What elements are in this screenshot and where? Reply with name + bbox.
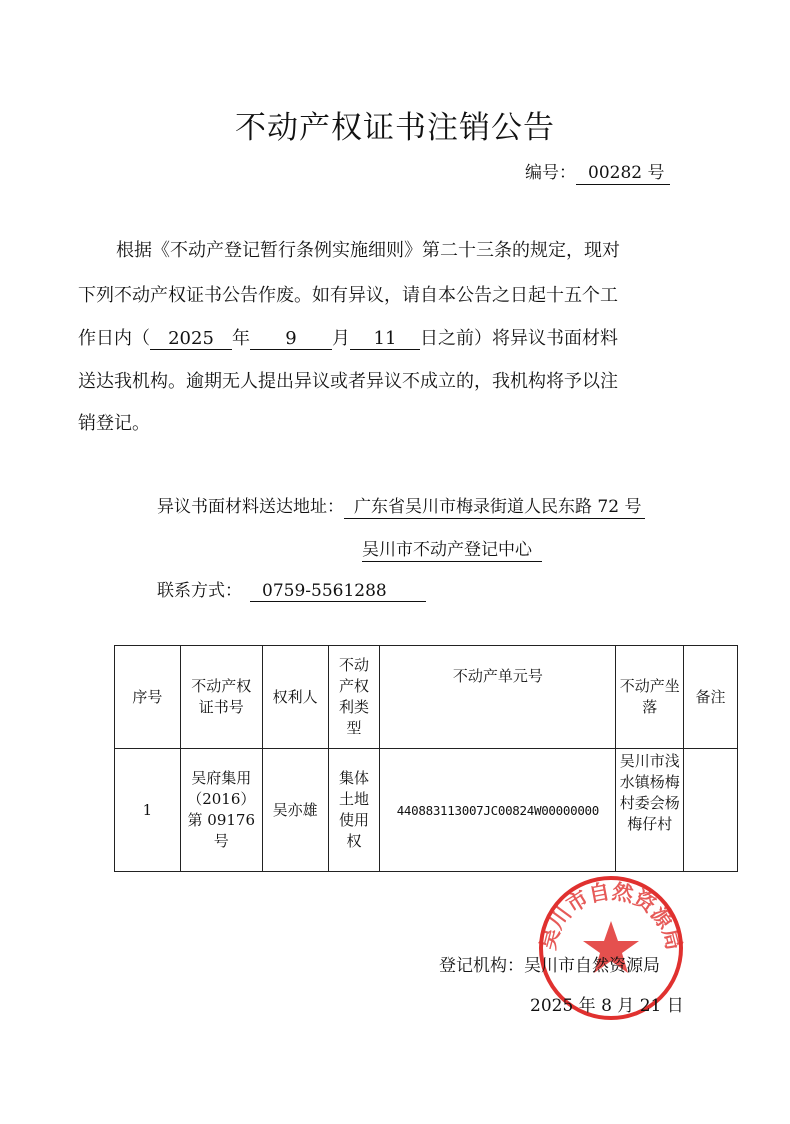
deadline-month: 9 [250,328,332,350]
body-line-5: 销登记。 [78,413,150,434]
registration-org-label: 登记机构： [439,956,524,976]
body-line-2: 下列不动产权证书公告作废。如有异议，请自本公告之日起十五个工 [78,285,618,306]
body-line-1: 根据《不动产登记暂行条例实施细则》第二十三条的规定，现对 [116,240,620,261]
header-location: 不动产坐落 [616,646,684,749]
deadline-year: 2025 [150,328,232,350]
body-line-3 [78,324,686,350]
cell-cert-no: 吴府集用（2016）第 09176 号 [180,749,262,872]
header-remark: 备注 [684,646,738,749]
deadline-month-unit: 月 [332,328,350,349]
header-cert-no: 不动产权证书号 [180,646,262,749]
cell-right-type: 集体土地使用权 [328,749,380,872]
notice-date: 2025 年 8 月 21 日 [530,996,684,1016]
cell-seq: 1 [115,749,181,872]
header-unit-no: 不动产单元号 [380,646,616,749]
cell-remark [684,749,738,872]
cell-holder: 吴亦雄 [262,749,328,872]
contact-row [157,576,426,602]
header-right-type: 不动产权利类型 [328,646,380,749]
registration-org [439,951,660,976]
cell-unit-no: 440883113007JC00824W00000000 [380,749,616,872]
table-header-row [115,646,738,749]
deadline-prefix: 作日内（ [78,328,150,349]
address-row-2 [362,535,542,562]
deadline-year-unit: 年 [232,328,250,349]
deadline-suffix: 日之前）将异议书面材料 [420,328,618,349]
cell-location: 吴川市浅水镇杨梅村委会杨梅仔村 [616,749,684,872]
address-line-2: 吴川市不动产登记中心 [362,535,542,562]
seal-text: 吴川市自然资源局 [536,879,686,953]
document-number-label: 编号： [525,163,576,183]
registration-org-name: 吴川市自然资源局 [524,956,660,976]
header-holder: 权利人 [262,646,328,749]
certificate-table [114,645,738,872]
address-label: 异议书面材料送达地址： [157,497,344,517]
body-line-4: 送达我机构。逾期无人提出异议或者异议不成立的，我机构将予以注 [78,371,618,392]
deadline-day: 11 [350,328,420,350]
header-seq: 序号 [115,646,181,749]
document-number [525,158,670,185]
page-title: 不动产权证书注销公告 [235,110,555,146]
address-line-1: 广东省吴川市梅录街道人民东路 72 号 [344,492,645,519]
contact-label: 联系方式： [157,581,242,601]
table-row [115,749,738,872]
address-row [157,492,645,519]
document-number-value: 00282 号 [576,158,670,185]
contact-phone: 0759-5561288 [250,581,426,602]
